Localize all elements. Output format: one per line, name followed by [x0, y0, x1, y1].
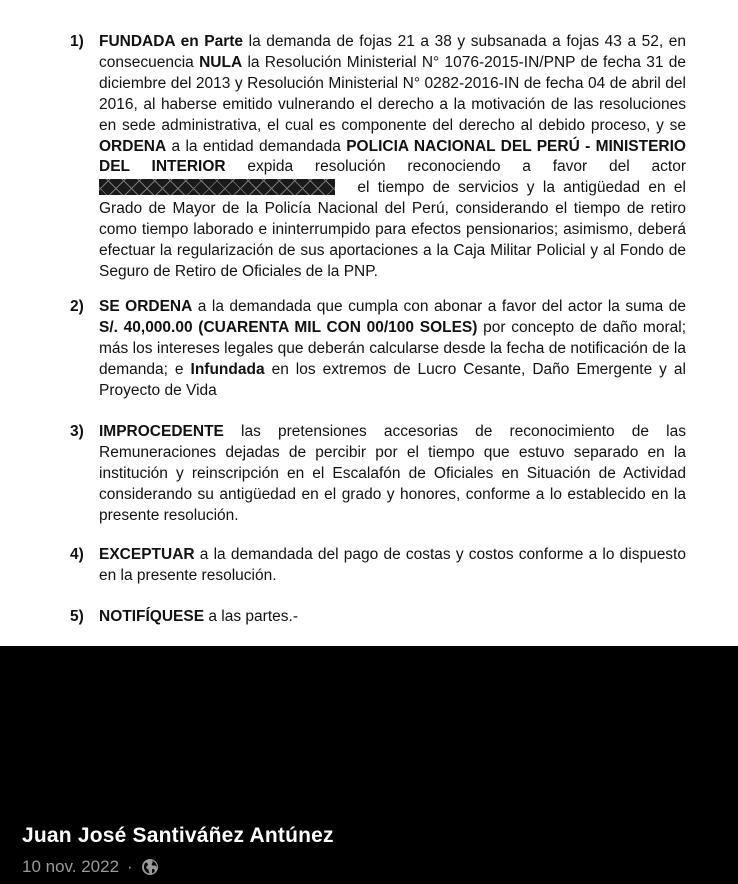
item-text: [99, 422, 686, 527]
resolution-item-3: [70, 422, 686, 527]
item-number: 1): [70, 33, 84, 50]
item-number: 5): [70, 608, 84, 625]
text-run: expida resolución reconociendo a favor del actor: [225, 158, 686, 176]
redacted-name-block: [99, 179, 335, 195]
text-run: a las partes.-: [204, 608, 298, 625]
text-run: a la demandada del pago de costas y costos conforme a lo dispuesto en la presente resolución.: [99, 546, 686, 584]
text-run: a la entidad demandada: [166, 137, 347, 155]
bold-text: Infundada: [190, 360, 265, 378]
item-text: [99, 297, 686, 402]
item-text: [99, 607, 686, 628]
resolution-item-4: [70, 545, 686, 587]
item-text: [99, 545, 686, 587]
text-run: a la demandada que cumpla con abonar a favor del actor la suma de: [192, 298, 687, 315]
text-run: las pretensiones accesorias de reconocimiento de las Remuneraciones dejadas de percibir por el tiempo que estuvo separado en la institución y reinscripción en el Escalafón de Oficiales en Situación de Actividad considerando su antigüedad en el grado y honores, conforme a lo establecido en la presente resolución.: [99, 423, 686, 524]
item-number: 4): [70, 546, 84, 563]
post-meta: [22, 857, 159, 877]
post-date[interactable]: 10 nov. 2022: [22, 857, 120, 876]
resolution-item-2: [70, 297, 686, 402]
bold-text: NOTIFÍQUESE: [99, 608, 205, 625]
meta-separator: ·: [127, 857, 133, 876]
bold-text: S/. 40,000.00 (CUARENTA MIL CON 00/100 SOLES): [99, 318, 478, 336]
item-text: [99, 32, 686, 283]
text-run: la demanda de fojas 21 a 38 y subsanada a fojas 43 a 52, en consecuencia: [99, 33, 686, 71]
item-number: 2): [70, 298, 84, 315]
bold-text: FUNDADA en Parte: [99, 33, 244, 50]
resolution-item-1: [70, 32, 686, 283]
text-run: el tiempo de servicios y la antigüedad en el Grado de Mayor de la Policía Nacional del Perú, considerando el tiempo de retiro como tiempo laborado e ininterrumpido para efectos pensionarios; asimismo, deberá efectuar la regularización de sus aportaciones a la Caja Militar Policial y al Fondo de Seguro de Retiro de Oficiales de la PNP.: [99, 179, 686, 280]
bold-text: SE ORDENA: [99, 298, 193, 315]
bold-text: NULA: [199, 53, 243, 71]
item-number: 3): [70, 423, 84, 440]
text-run: la Resolución Ministerial N° 1076-2015-IN/PNP de fecha 31 de diciembre del 2013 y Resolución Ministerial N° 0282-2016-IN de fecha 04 de abril del 2016, al haberse emitido vulnerando el derecho a la motivación de las resoluciones en sede administrativa, el cual es componente del derecho al debido proceso, y se: [99, 53, 687, 134]
text-run: en los extremos de Lucro Cesante, Daño Emergente y al Proyecto de Vida: [99, 360, 686, 399]
author-name[interactable]: Juan José Santiváñez Antúnez: [22, 824, 334, 847]
bold-text: IMPROCEDENTE: [99, 423, 224, 440]
text-run: por concepto de daño moral; más los intereses legales que deberán calcularse desde la fecha de notificación de la demanda; e: [99, 318, 686, 378]
resolution-item-5: [70, 607, 686, 628]
post-footer: [0, 646, 738, 884]
bold-text: ORDENA: [99, 137, 167, 155]
bold-text: POLICIA NACIONAL DEL PERÚ - MINISTERIO DEL INTERIOR: [99, 137, 686, 176]
bold-text: EXCEPTUAR: [99, 546, 195, 563]
globe-icon: [141, 858, 159, 876]
